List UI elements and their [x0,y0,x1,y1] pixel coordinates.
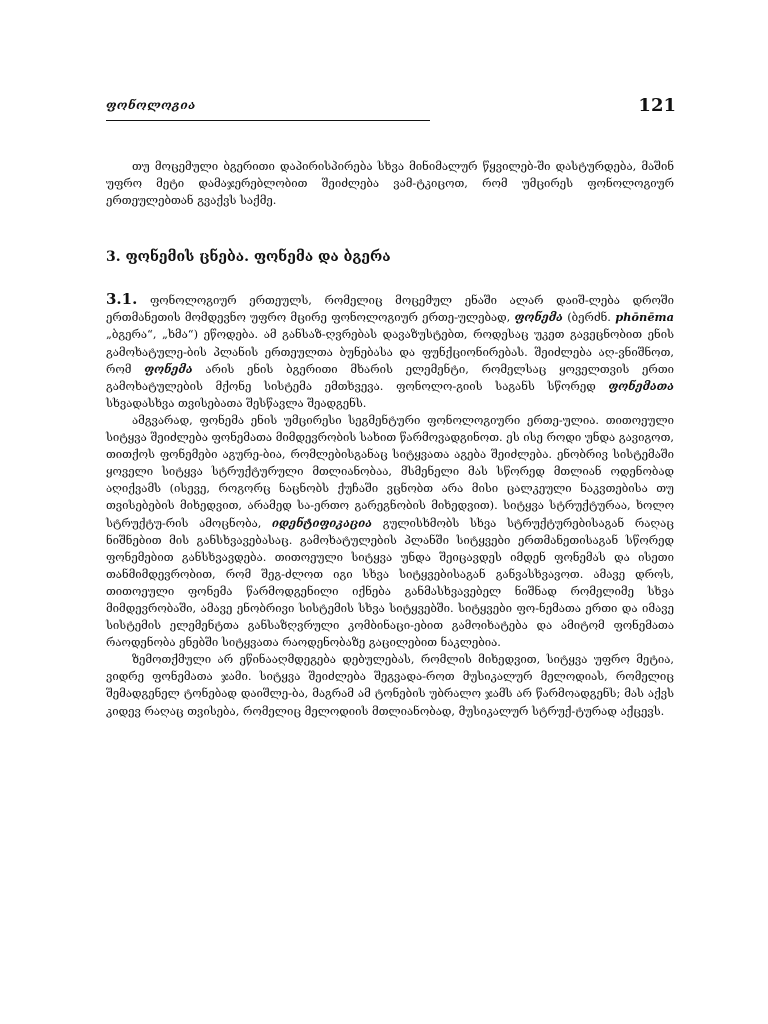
term-identification: იდენტიფიკაცია [272,515,373,530]
intro-paragraph: თუ მოცემული ბგერითი დაპირისპირება სხვა მინიმალურ წყვილებ-ში დასტურდება, მაშინ უფრო მეტი დამაჯერებლობით შეიძლება ვამ-ტკიცოთ, რომ უმცირეს ფონოლოგიურ ერთეულებთან გვაქვს საქმე. [106,159,674,208]
paragraph-number: 3.1. [106,290,138,309]
header-rule [106,120,430,121]
paragraph-text: არის ენის ბგერითი მხარის ელემენტი, რომელსაც ყოველთვის ერთი გამოხატულების მქონე სისტემა ემთხვევა. ფონოლო-გიის საგანს სწორედ [106,361,674,393]
section-heading: 3. ფონემის ცნება. ფონემა და ბგერა [106,249,391,266]
greek-term: phōnēma [615,310,674,325]
paragraph-structure [106,412,674,651]
term-phoneme: ფონემა [514,310,563,325]
paragraph-text: (ბერძნ. [562,310,616,325]
page-body [106,158,674,720]
running-head: ფონოლოგია [106,98,196,112]
term-phoneme: ფონემა [144,361,193,376]
term-phonemes: ფონემათა [608,378,674,393]
paragraph-melody: ზემოთქმული არ ეწინააღმდეგება დებულებას, რომლის მიხედვით, სიტყვა უფრო მეტია, ვიდრე ფონემათა ჯამი. სიტყვა შეიძლება შეგვადა-როთ მუსიკალურ მელოდიას, რომელიც შემადგენელ ტონებად დაიშლე-ბა, მაგრამ ამ ტონების უბრალო ჯამს არ წარმოადგენს; მას აქვს კიდევ რაღაც თვისება, რომელიც მელოდიის მთლიანობად, მუსიკალურ სტრუქ-ტურად აქცევს. [106,652,674,718]
paragraph-3-1 [106,291,674,412]
paragraph-text: სხვადასხვა თვისებათა შესწავლა შეადგენს. [106,395,367,410]
paragraph-text: ფონოლოგიურ ერთეულს, რომელიც მოცემულ ენაში ალარ დაიშ-ლება დროში ერთმანეთის მომდევნო უფრო მცირე ფონოლოგიურ ერთე-ულებად, [106,293,674,325]
page-number: 121 [638,95,676,116]
paragraph-text: ამგვარად, ფონემა ენის უმცირესი სეგმენტური ფონოლოგიური ერთე-ულია. თითოეული სიტყვა შეიძლება ფონემათა მიმდევრობის სახით წარმოვადგინოთ. ეს ისე როდი უნდა გავიგოთ, თითქოს ფონემები აგურე-ბია, რომლებისგანაც სიტყვათა აგება შეიძლება. ენობრივ სისტემაში ყოველი სიტყვა სტრუქტურული მთლიანობაა, მსმენელი მას სწორედ მთლიან ოდენობად აღიქვამს (ისევე, როგორც ნაცნობს ქუჩაში ვცნობთ არა მისი ცალკეული ნაკვთებისა თუ თვისებების მიხედვით, არამედ სა-ერთო გარეგნობის მიხედვით). სიტყვა სტრუქტურაა, ხოლო სტრუქტუ-რის ამოცნობა, [106,412,674,530]
paragraph-text: „ბგერა“, „ხმა“) ეწოდება. ამ განსაზ-ღვრებას დავაზუსტებთ, როდესაც უკეთ გავეცნობით ენის გამოხატულე-ბის პლანის ერთეულთა ბუნებასა და ფუნქციონირებას. შეიძლება აღ-ვნიშნოთ, რომ [106,327,674,376]
paragraph-text: გულისხმობს სხვა სტრუქტურებისაგან რაღაც ნიშნებით მის განსხვავებასაც. გამოხატულების პლანში სიტყვები ერთმანეთისაგან სწორედ ფონემებით განსხვავდება. თითოეული სიტყვა უნდა შეიცავდეს იმდენ ფონემას და ისეთი თანმიმდევრობით, რომ შეგ-ძლოთ იგი სხვა სიტყვებისაგან განვასხვავოთ. ამავე დროს, თითოეული ფონემა წარმოდგენილი იქნება განმასხვავებელ ნიშნად რომელიმე სხვა მიმდევრობაში, ამავე ენობრივი სისტემის სხვა სიტყვებში. სიტყვები ფო-ნემათა ერთი და იმავე სისტემის ელემენტთა განსაზღვრული კომბინაცი-ებით გამოიხატება და ამიტომ ფონემათა რაოდენობა ენებში სიტყვათა რაოდენობაზე გაცილებით ნაკლებია. [106,515,674,650]
